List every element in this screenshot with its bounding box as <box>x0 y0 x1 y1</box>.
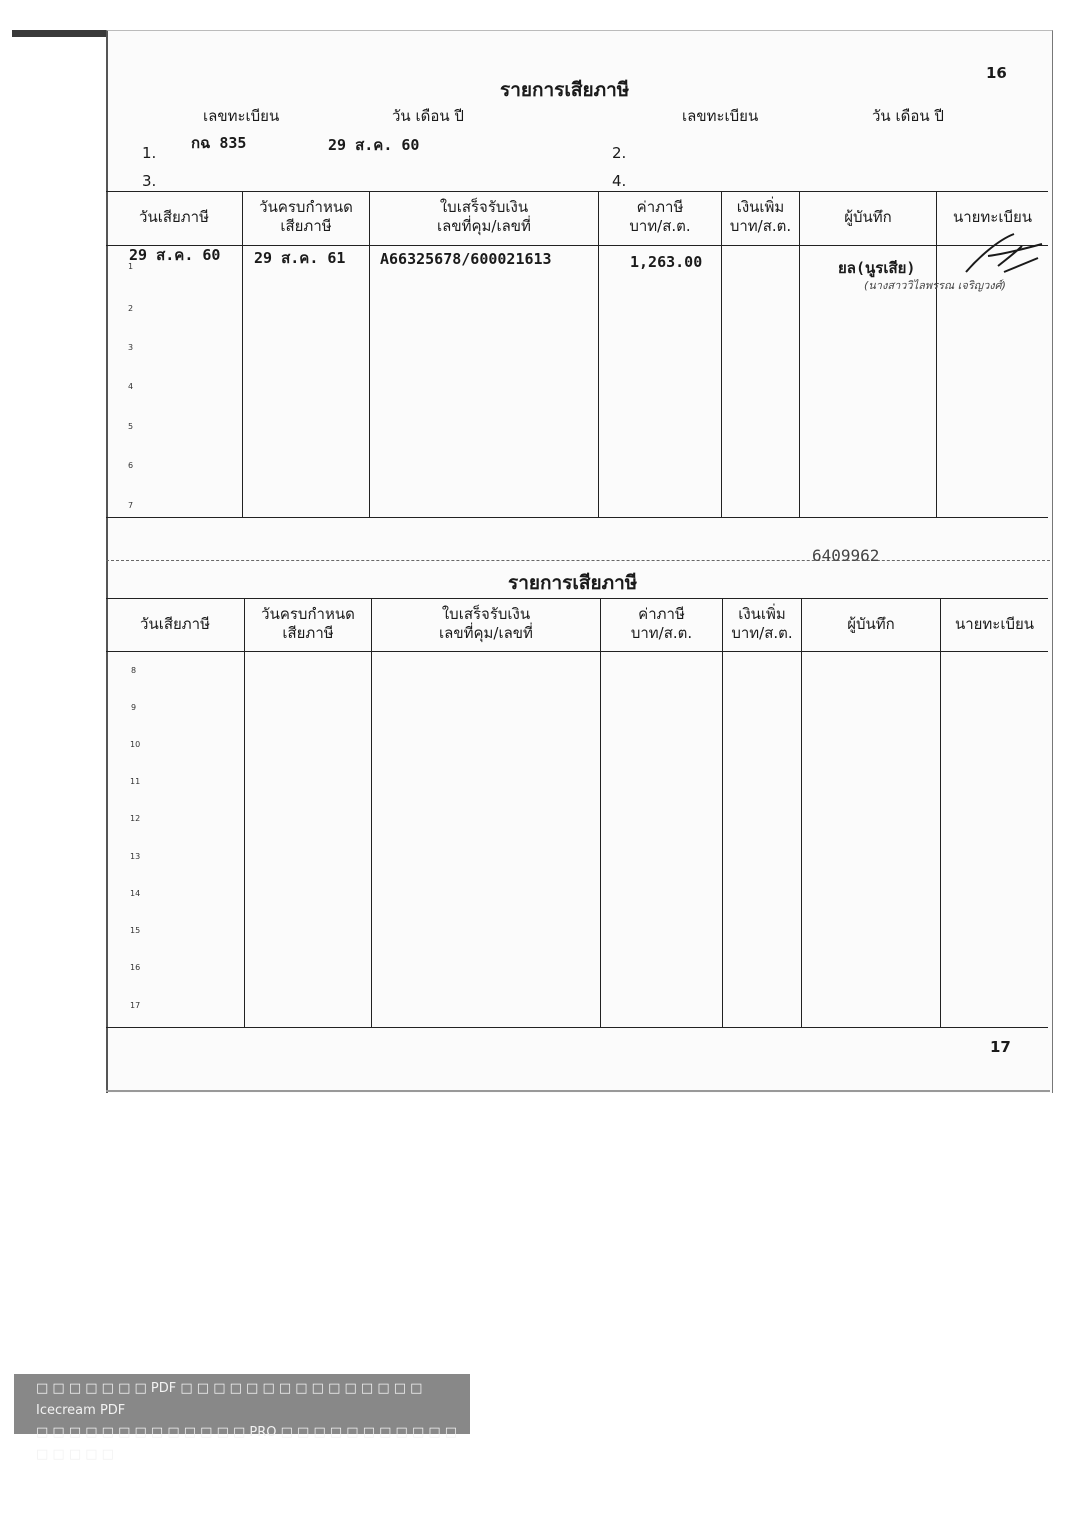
table2-top-rule <box>106 598 1048 599</box>
reg-entry-num-3: 3. <box>142 172 157 190</box>
t2-header-receipt: ใบเสร็จรับเงิน เลขที่คุม/เลขที่ <box>439 605 533 642</box>
page-number-top: 16 <box>986 64 1007 82</box>
t1-header-tax-date: วันเสียภาษี <box>139 208 209 226</box>
table1-header-rule <box>106 245 1048 246</box>
stamp-number: 6409962 <box>812 546 880 565</box>
table2-header-rule <box>106 651 1048 652</box>
table2-col-divider <box>244 599 245 1028</box>
reg-entry-num-2: 2. <box>612 144 627 162</box>
t1-row-number: 3 <box>128 343 134 352</box>
reg-entry-num-4: 4. <box>612 172 627 190</box>
t2-header-registrar: นายทะเบียน <box>954 615 1035 633</box>
watermark-line-1: □ □ □ □ □ □ □ PDF □ □ □ □ □ □ □ □ □ □ □ □ □ □ □ Icecream PDF <box>36 1381 423 1418</box>
t2-row-number: 17 <box>130 1001 141 1010</box>
table1-col-divider <box>598 192 599 518</box>
table1-top-rule <box>106 191 1048 192</box>
t1-header-receipt: ใบเสร็จรับเงิน เลขที่คุม/เลขที่ <box>437 198 531 235</box>
table2-col-divider <box>801 599 802 1028</box>
record-due-date: 29 ส.ค. 61 <box>254 249 346 267</box>
registrar-name-note: (นางสาววิไลพรรณ เจริญวงศ์) <box>864 279 1006 292</box>
t2-row-number: 14 <box>130 889 141 898</box>
t2-header-due-date: วันครบกำหนด เสียภาษี <box>261 605 355 642</box>
document-page <box>106 30 1053 1093</box>
scan-edge-bar <box>12 30 106 37</box>
table1-col-divider <box>242 192 243 518</box>
table1-col-divider <box>799 192 800 518</box>
page-number-bottom: 17 <box>990 1038 1011 1056</box>
t1-row-number: 7 <box>128 501 134 510</box>
t1-header-tax-amount: ค่าภาษี บาท/ส.ต. <box>629 198 691 235</box>
table1-col-divider <box>369 192 370 518</box>
table1-col-divider <box>721 192 722 518</box>
section-divider <box>106 560 1050 561</box>
plate-label-right: เลขทะเบียน <box>682 107 759 125</box>
t1-row-number: 1 <box>128 262 134 271</box>
table2-col-divider <box>600 599 601 1028</box>
t2-row-number: 15 <box>130 926 141 935</box>
t2-row-number: 13 <box>130 852 141 861</box>
reg-entry-num-1: 1. <box>142 144 157 162</box>
record-tax-amount: 1,263.00 <box>630 253 703 271</box>
reg-entry-date-1: 29 ส.ค. 60 <box>328 136 420 154</box>
table1-bottom-rule <box>106 517 1048 518</box>
t1-header-registrar: นายทะเบียน <box>952 208 1033 226</box>
section2-title: รายการเสียภาษี <box>508 572 638 594</box>
date-label-left: วัน เดือน ปี <box>392 107 464 125</box>
t2-header-recorder: ผู้บันทึก <box>847 615 895 633</box>
t1-header-recorder: ผู้บันทึก <box>844 208 892 226</box>
plate-label-left: เลขทะเบียน <box>203 107 280 125</box>
table2-col-divider <box>940 599 941 1028</box>
t2-header-tax-amount: ค่าภาษี บาท/ส.ต. <box>630 605 693 642</box>
record-receipt: A66325678/600021613 <box>380 250 552 268</box>
t1-row-number: 2 <box>128 304 134 313</box>
t2-header-surcharge: เงินเพิ่ม บาท/ส.ต. <box>731 605 793 642</box>
page-bottom-edge <box>106 1090 1050 1092</box>
section1-title: รายการเสียภาษี <box>500 79 630 101</box>
record-recorder: ยล(นูรเสีย) <box>838 259 916 277</box>
reg-entry-plate-1: กฉ 835 <box>191 134 247 152</box>
t2-row-number: 9 <box>131 703 137 712</box>
t2-row-number: 8 <box>131 666 137 675</box>
record-tax-date: 29 ส.ค. 60 <box>129 246 221 264</box>
table2-col-divider <box>371 599 372 1028</box>
t2-row-number: 11 <box>130 777 141 786</box>
t1-row-number: 4 <box>128 382 134 391</box>
table2-col-divider <box>722 599 723 1028</box>
t2-row-number: 12 <box>130 814 141 823</box>
t1-header-surcharge: เงินเพิ่ม บาท/ส.ต. <box>729 198 792 235</box>
t2-header-tax-date: วันเสียภาษี <box>140 615 210 633</box>
registrar-signature <box>958 228 1048 280</box>
t1-row-number: 5 <box>128 422 134 431</box>
table2-bottom-rule <box>106 1027 1048 1028</box>
pdf-watermark-banner <box>14 1374 470 1462</box>
date-label-right: วัน เดือน ปี <box>872 107 944 125</box>
t1-header-due-date: วันครบกำหนด เสียภาษี <box>259 198 353 235</box>
t2-row-number: 16 <box>130 963 141 972</box>
table1-col-divider <box>936 192 937 518</box>
watermark-line-2: □ □ □ □ □ □ □ □ □ □ □ □ □ PRO □ □ □ □ □ □ □ □ □ □ □ □ □ □ □ □ <box>36 1425 458 1462</box>
t1-row-number: 6 <box>128 461 134 470</box>
t2-row-number: 10 <box>130 740 141 749</box>
